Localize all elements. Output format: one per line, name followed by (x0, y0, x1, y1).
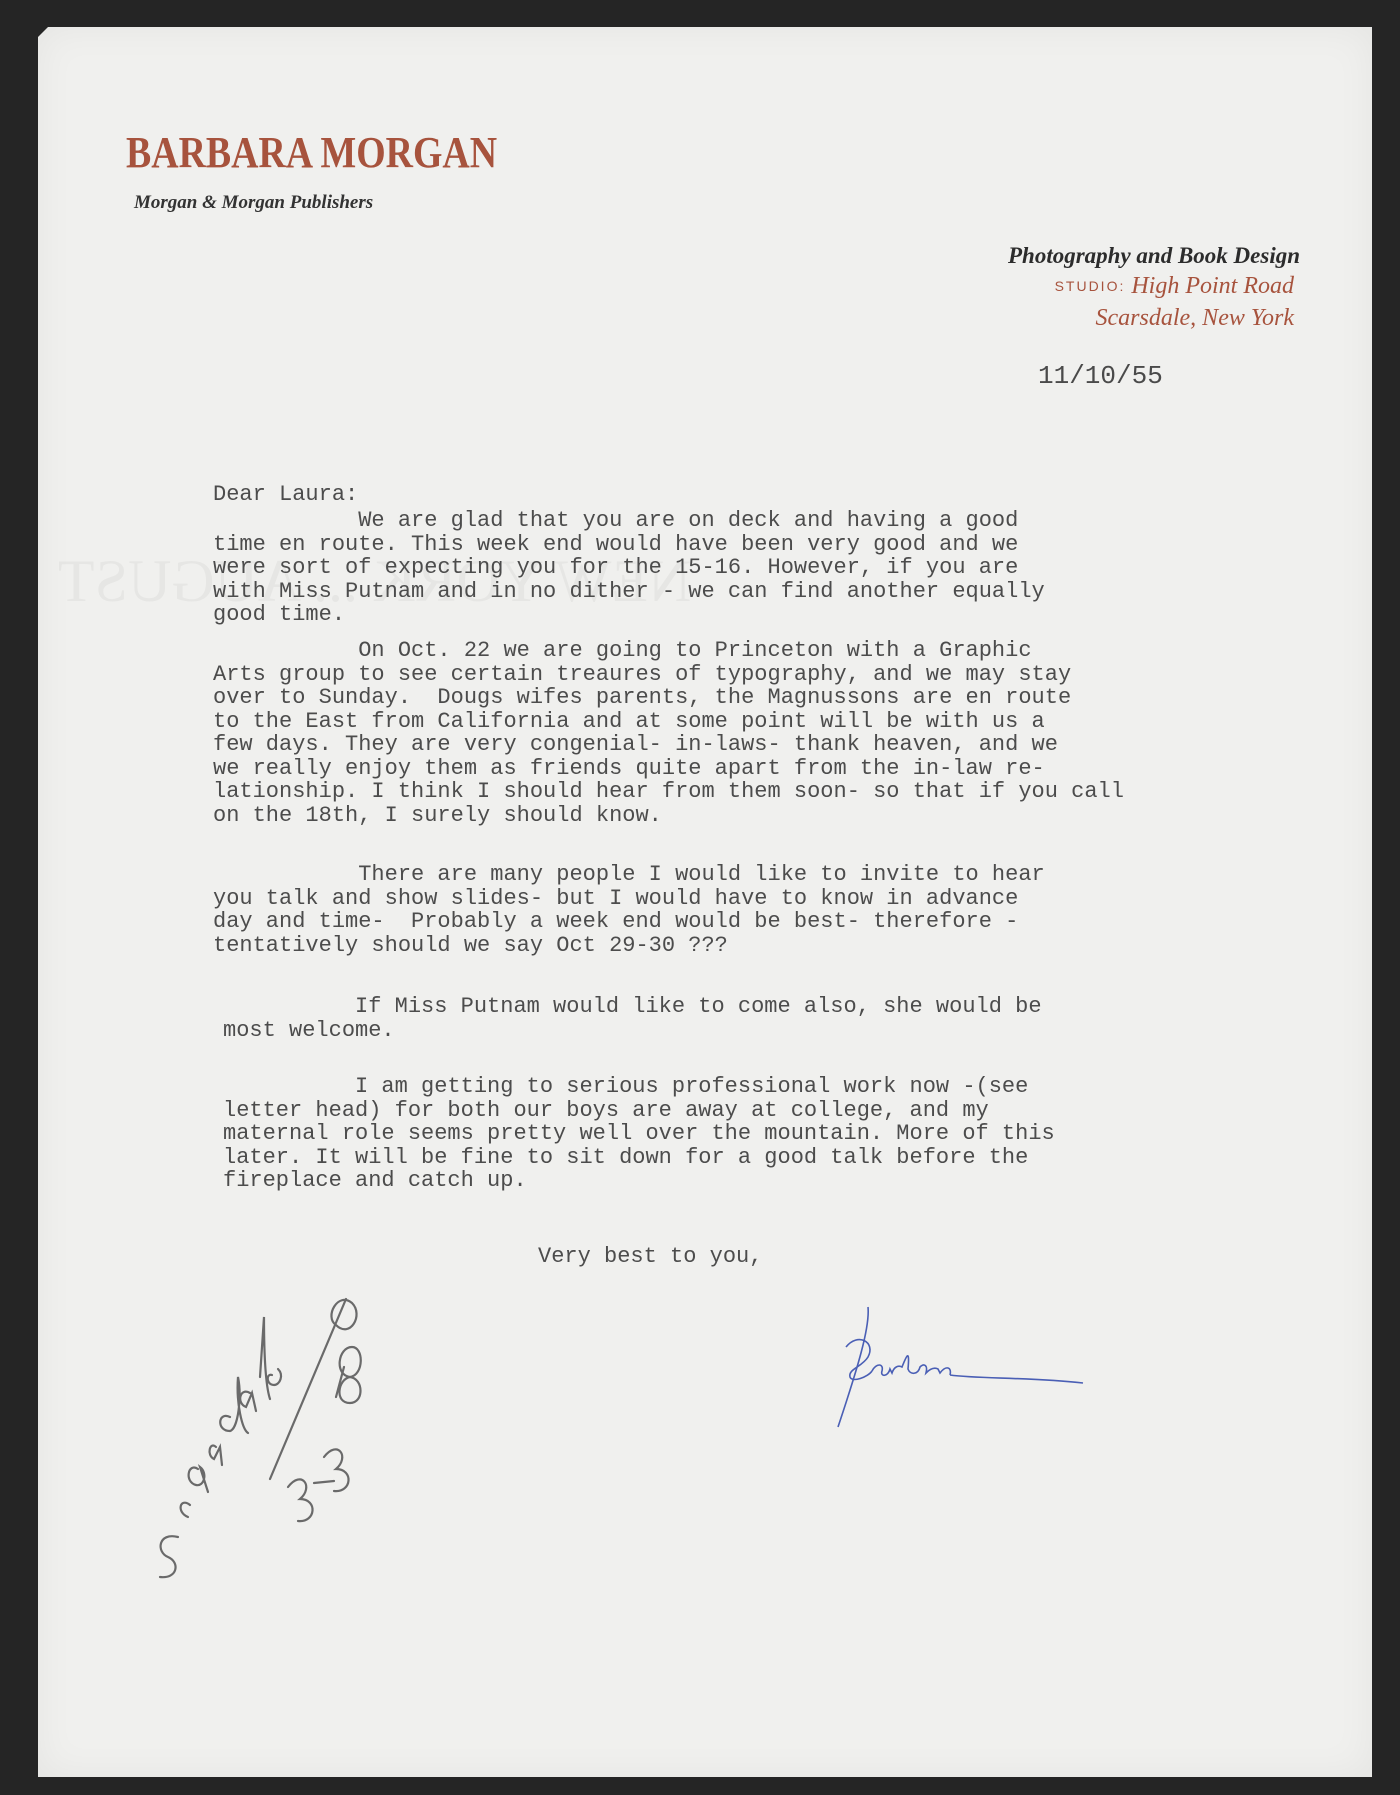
handwritten-signature (828, 1287, 1128, 1447)
letterhead-city: Scarsdale, New York (1095, 305, 1294, 331)
closing: Very best to you, (538, 1244, 763, 1269)
salutation: Dear Laura: (213, 482, 359, 507)
letter-page (38, 27, 1372, 1777)
paragraph-3: There are many people I would like to invite to hear you talk and show slides- but I would have to know in advance day and time- Probably a week end would be best- therefore - tentatively should we say Oct 29-30 ??? (213, 862, 1045, 958)
folded-corner (38, 27, 48, 37)
letterhead-publisher: Morgan & Morgan Publishers (134, 192, 374, 213)
paragraph-5: I am getting to serious professional work now -(see letter head) for both our boys are away at college, and my maternal role seems pretty well over the mountain. More of this later. It will be fine to sit down for a good talk before the fireplace and catch up. (223, 1074, 1055, 1193)
letterhead-services: Photography and Book Design (1007, 243, 1300, 268)
letterhead-name: BARBARA MORGAN (126, 128, 498, 177)
letterhead-studio-address (1055, 273, 1294, 300)
letter-date: 11/10/55 (1038, 361, 1163, 391)
paragraph-4: If Miss Putnam would like to come also, she would be most welcome. (223, 994, 1042, 1043)
paragraph-1: We are glad that you are on deck and having a good time en route. This week end would have been very good and we were sort of expecting you for the 15-16. However, if you are with Miss Putnam and in no dither - we can find another equally good time. (213, 508, 1045, 627)
pencil-margin-note (138, 1207, 368, 1587)
paragraph-2: On Oct. 22 we are going to Princeton with a Graphic Arts group to see certain treaures of typography, and we may stay over to Sunday. Dougs wifes parents, the Magnussons are en route to the East from California and at some point will be with us a few days. They are very congenial- in-laws- thank heaven, and we we really enjoy them as friends quite apart from the in-law re- lationship. I think I should hear from them soon- so that if you call on the 18th, I surely should know. (213, 638, 1124, 828)
studio-road: High Point Road (1131, 273, 1294, 299)
studio-label: STUDIO: (1054, 278, 1126, 294)
